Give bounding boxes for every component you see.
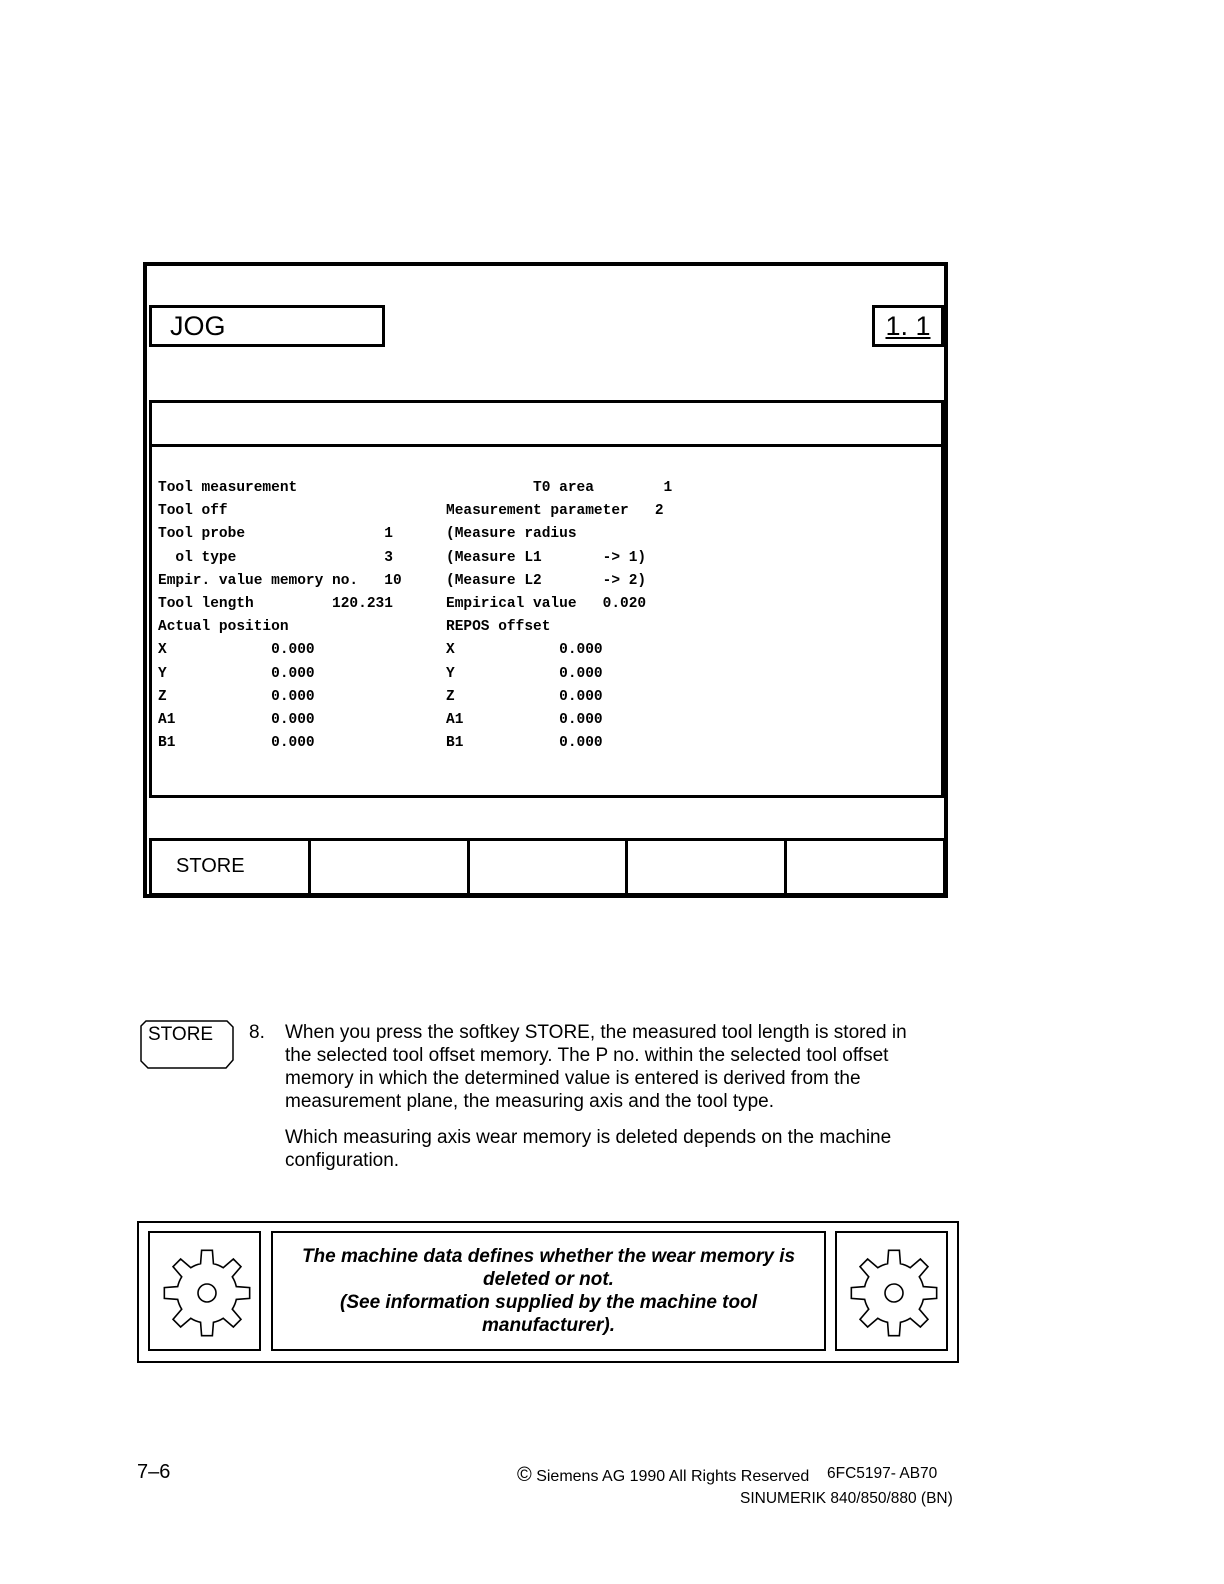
row-left-2: Tool probe 1 xyxy=(158,526,393,542)
note-line-1: The machine data defines whether the wear memory is deleted or not. xyxy=(301,1246,796,1290)
row-left-0: Tool measurement xyxy=(158,480,298,496)
row-right-2: (Measure radius xyxy=(446,526,577,542)
row-right-3: (Measure L1 -> 1) xyxy=(446,550,647,566)
row-left-11: B1 0.000 xyxy=(158,735,315,751)
copyright xyxy=(517,1464,809,1487)
row-left-7: X 0.000 xyxy=(158,642,315,658)
softkey-2[interactable] xyxy=(311,841,470,893)
mode-display xyxy=(149,305,385,347)
softkey-3[interactable] xyxy=(470,841,629,893)
row-left-8: Y 0.000 xyxy=(158,666,315,682)
row-left-9: Z 0.000 xyxy=(158,689,315,705)
row-right-1: Measurement parameter 2 xyxy=(446,503,664,519)
softkey-4[interactable] xyxy=(628,841,787,893)
row-right-5: Empirical value 0.020 xyxy=(446,596,647,612)
row-right-0: T0 area 1 xyxy=(446,480,673,496)
row-right-11: B1 0.000 xyxy=(446,735,603,751)
gear-icon-right xyxy=(835,1231,948,1351)
note-text xyxy=(289,1245,809,1337)
area-label: 1. 1 xyxy=(885,311,931,341)
row-right-10: A1 0.000 xyxy=(446,712,603,728)
page-number: 7–6 xyxy=(137,1461,171,1483)
row-left-1: Tool off xyxy=(158,503,228,519)
row-right-6: REPOS offset xyxy=(446,619,551,635)
note-text-box xyxy=(271,1231,826,1351)
store-key-label: STORE xyxy=(148,1024,214,1045)
area-display xyxy=(872,305,944,347)
row-left-3: ol type 3 xyxy=(158,550,393,566)
row-left-10: A1 0.000 xyxy=(158,712,315,728)
row-left-4: Empir. value memory no. 10 xyxy=(158,573,402,589)
mode-label: JOG xyxy=(170,311,226,341)
status-bar xyxy=(149,400,944,444)
row-right-7: X 0.000 xyxy=(446,642,603,658)
row-right-9: Z 0.000 xyxy=(446,689,603,705)
instruction-text-2: Which measuring axis wear memory is deleted depends on the machine configuration. xyxy=(285,1127,892,1171)
copyright-text: Siemens AG 1990 All Rights Reserved xyxy=(536,1468,810,1485)
softkey-1[interactable]: STORE xyxy=(152,841,311,893)
gear-icon xyxy=(162,1247,252,1339)
row-right-8: Y 0.000 xyxy=(446,666,603,682)
row-left-6: Actual position xyxy=(158,619,289,635)
gear-icon xyxy=(849,1247,939,1339)
product-name: SINUMERIK 840/850/880 (BN) xyxy=(740,1490,953,1507)
copyright-symbol: © xyxy=(517,1464,532,1486)
note-line-2: (See information supplied by the machine tool manufacturer). xyxy=(340,1292,757,1336)
instruction-text: When you press the softkey STORE, the measured tool length is stored in the selected tool offset memory. The P no. within the selected tool offset memory in which the determined value is entered is derived from the measurement plane, the measuring axis and the tool type. xyxy=(285,1022,907,1112)
row-right-4: (Measure L2 -> 2) xyxy=(446,573,647,589)
row-left-5: Tool length 120.231 xyxy=(158,596,393,612)
softkey-5[interactable] xyxy=(787,841,943,893)
document-code: 6FC5197- AB70 xyxy=(827,1465,938,1482)
step-number: 8. xyxy=(249,1022,265,1043)
softkey-bar xyxy=(149,838,946,896)
gear-icon-left xyxy=(148,1231,261,1351)
